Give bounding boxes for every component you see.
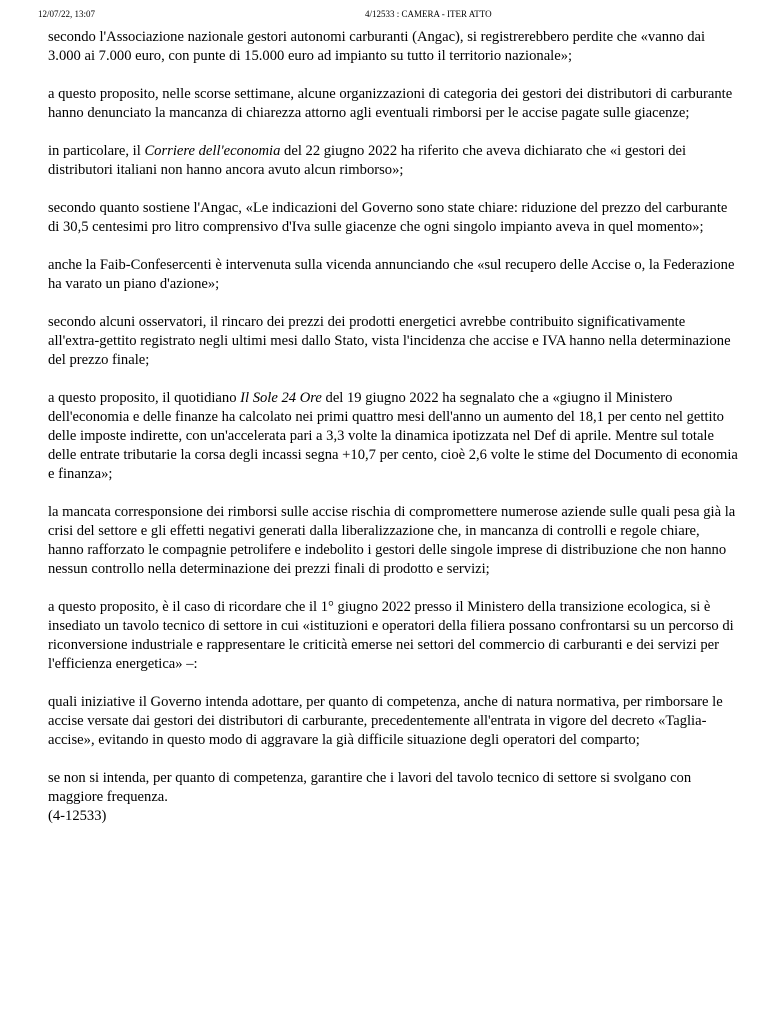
paragraph-3-text-end: del 22 giugno 2022 ha riferito che aveva dichiarato che «i gestori dei distributori italiani non hanno ancora avuto alcun rimborso»; [48,143,687,178]
paragraph-7-text-start: a questo proposito, il quotidiano [48,390,241,406]
newspaper-name-sole24ore: Il Sole 24 Ore [240,390,322,406]
document-body [48,28,738,826]
document-reference: (4-12533) [48,808,107,824]
paragraph-5: anche la Faib-Confesercenti è intervenuta sulla vicenda annunciando che «sul recupero delle Accise o, la Federazione ha varato un piano d'azione»; [48,257,735,292]
paragraph-7-text-end: del 19 giugno 2022 ha segnalato che a «giugno il Ministero dell'economia e delle finanze ha calcolato nei primi quattro mesi dell'anno un aumento del 18,1 per cento nel gettito delle imposte indirette, con un'accelerata pari a 3,3 volte la dinamica ipotizzata nel Def di aprile. Mentre sul totale delle entrate tributarie la corsa degli incassi segna +10,7 per cento, cioè 2,6 volte le stime del Documento di economia e finanza»; [48,390,738,482]
paragraph-7 [48,389,738,484]
paragraph-1: secondo l'Associazione nazionale gestori autonomi carburanti (Angac), si registrerebbero perdite che «vanno dai 3.000 ai 7.000 euro, con punte di 15.000 euro ad impianto su tutto il territorio nazionale»; [48,29,706,64]
newspaper-name-corriere: Corriere dell'economia [144,143,281,159]
paragraph-8: la mancata corresponsione dei rimborsi sulle accise rischia di compromettere numerose aziende sulle quali pesa già la crisi del settore e gli effetti negativi generati dalla liberalizzazione che, in mancanza di controlli e regole chiare, hanno rafforzato le compagnie petrolifere e indebolito i gestori delle singole imprese di distribuzione che non hanno nessun controllo nella determinazione dei prezzi finali di prodotto e servizi; [48,504,736,577]
paragraph-10: quali iniziative il Governo intenda adottare, per quanto di competenza, anche di natura normativa, per rimborsare le accise versate dai gestori dei distributori di carburante, precedentemente all'entrata in vigore del decreto «Taglia-accise», evitando in questo modo di aggravare la già difficile situazione degli operatori del comparto; [48,694,723,748]
header-title: 4/12533 : CAMERA - ITER ATTO [365,9,492,19]
paragraph-9: a questo proposito, è il caso di ricordare che il 1° giugno 2022 presso il Ministero della transizione ecologica, si è insediato un tavolo tecnico di settore in cui «istituzioni e operatori della filiera possano confrontarsi su un percorso di riconversione industriale e rappresentare le criticità emerse nei settori del commercio di carburanti e dei servizi per l'efficienza energetica» –: [48,599,734,672]
paragraph-11: se non si intenda, per quanto di competenza, garantire che i lavori del tavolo tecnico di settore si svolgano con maggiore frequenza. [48,770,692,805]
paragraph-6: secondo alcuni osservatori, il rincaro dei prezzi dei prodotti energetici avrebbe contribuito significativamente all'extra-gettito registrato negli ultimi mesi dallo Stato, vista l'incidenza che accise e IVA hanno nella determinazione del prezzo finale; [48,314,731,368]
paragraph-2: a questo proposito, nelle scorse settimane, alcune organizzazioni di categoria dei gestori dei distributori di carburante hanno denunciato la mancanza di chiarezza attorno agli eventuali rimborsi per le accise pagate sulle giacenze; [48,86,733,121]
page-header [0,5,771,23]
header-datetime: 12/07/22, 13:07 [38,9,96,19]
paragraph-3 [48,142,738,180]
paragraph-4: secondo quanto sostiene l'Angac, «Le indicazioni del Governo sono state chiare: riduzione del prezzo del carburante di 30,5 centesimi pro litro comprensivo d'Iva sulle giacenze che ogni singolo impianto aveva in quel momento»; [48,200,728,235]
paragraph-3-text-start: in particolare, il [48,143,145,159]
